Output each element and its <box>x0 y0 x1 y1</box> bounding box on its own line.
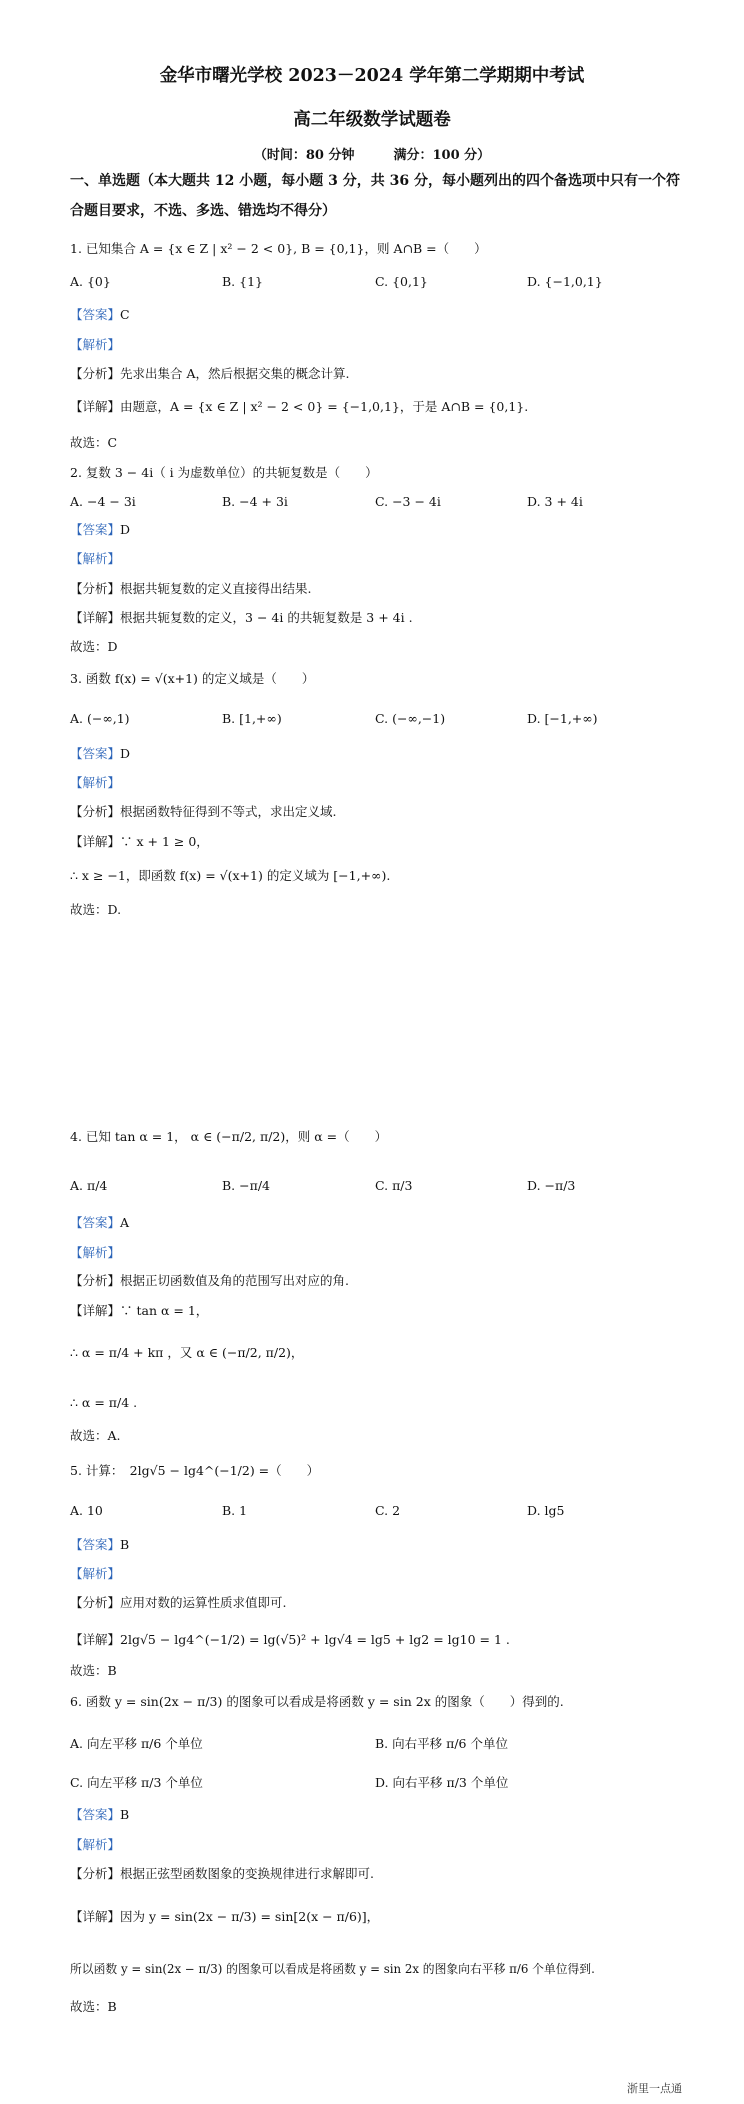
q3-analysis-title: 【解析】 <box>70 775 121 790</box>
answer-label: 【答案】 <box>70 1537 121 1552</box>
q5-detail-text: 2lg√5 − lg4^(−1/2) = lg(√5)² + lg√4 = lg5 + lg2 = lg10 = 1 . <box>120 1632 510 1647</box>
analysis-label: 【分析】 <box>70 1595 121 1610</box>
q4-analysis <box>70 1272 349 1290</box>
q1-answer-value: C <box>120 307 130 322</box>
q5-answer-value: B <box>120 1537 130 1552</box>
answer-label: 【答案】 <box>70 746 121 761</box>
q3-analysis-text: 根据函数特征得到不等式，求出定义域. <box>120 804 337 819</box>
q3-answer <box>70 745 130 763</box>
detail-label: 【详解】 <box>70 1909 121 1924</box>
q6-detail-2: 所以函数 y = sin(2x − π/3) 的图象可以看成是将函数 y = sin 2x 的图象向右平移 π/6 个单位得到. <box>70 1962 595 1976</box>
analysis-label: 【分析】 <box>70 1273 121 1288</box>
q1-stem: 1. 已知集合 A = {x ∈ Z | x² − 2 < 0}, B = {0,1}，则 A∩B =（ ） <box>70 241 487 256</box>
q3-conclusion: 故选：D. <box>70 902 122 917</box>
q5-option-b: B. 1 <box>222 1503 248 1518</box>
analysis-label: 【分析】 <box>70 366 121 381</box>
q3-detail <box>70 833 209 851</box>
q2-detail <box>70 609 413 627</box>
q2-stem: 2. 复数 3 − 4i（ i 为虚数单位）的共轭复数是（ ） <box>70 465 378 480</box>
q3-stem: 3. 函数 f(x) = √(x+1) 的定义域是（ ） <box>70 671 315 686</box>
q6-analysis-text: 根据正弦型函数图象的变换规律进行求解即可. <box>120 1866 374 1881</box>
q1-analysis-text: 先求出集合 A，然后根据交集的概念计算. <box>120 366 350 381</box>
answer-label: 【答案】 <box>70 307 121 322</box>
q2-answer-value: D <box>120 522 131 537</box>
q3-detail-text: ∵ x + 1 ≥ 0， <box>120 834 209 849</box>
answer-label: 【答案】 <box>70 1215 121 1230</box>
q6-detail <box>70 1908 379 1926</box>
q6-option-a: A. 向左平移 π/6 个单位 <box>70 1736 203 1751</box>
q1-answer <box>70 306 130 324</box>
analysis-label: 【分析】 <box>70 1866 121 1881</box>
q5-option-a: A. 10 <box>70 1503 103 1518</box>
q3-analysis <box>70 803 337 821</box>
q1-conclusion: 故选：C <box>70 435 118 450</box>
q2-answer <box>70 521 130 539</box>
footer-watermark: 浙里一点通 <box>627 2082 682 2095</box>
q4-detail-2: ∴ α = π/4 + kπ ，又 α ∈ (−π/2, π/2)， <box>70 1345 304 1360</box>
q6-conclusion: 故选：B <box>70 1999 117 2014</box>
q6-option-d: D. 向右平移 π/3 个单位 <box>375 1775 509 1790</box>
q2-detail-text: 根据共轭复数的定义，3 − 4i 的共轭复数是 3 + 4i . <box>120 610 413 625</box>
answer-label: 【答案】 <box>70 1807 121 1822</box>
detail-label: 【详解】 <box>70 834 121 849</box>
q4-option-d: D. −π/3 <box>527 1178 576 1193</box>
q4-answer-value: A <box>120 1215 130 1230</box>
q5-stem: 5. 计算： 2lg√5 − lg4^(−1/2) =（ ） <box>70 1463 320 1478</box>
q2-analysis <box>70 580 312 598</box>
q6-option-c: C. 向左平移 π/3 个单位 <box>70 1775 203 1790</box>
q3-answer-value: D <box>120 746 131 761</box>
q5-analysis-text: 应用对数的运算性质求值即可. <box>120 1595 287 1610</box>
q4-conclusion: 故选：A. <box>70 1428 121 1443</box>
q1-detail <box>70 398 528 416</box>
q1-option-c: C. {0,1} <box>375 274 428 289</box>
q4-stem: 4. 已知 tan α = 1， α ∈ (−π/2, π/2)，则 α =（ ） <box>70 1129 388 1144</box>
q4-option-a: A. π/4 <box>70 1178 108 1193</box>
q2-option-c: C. −3 − 4i <box>375 494 441 509</box>
q1-option-a: A. {0} <box>70 274 111 289</box>
analysis-label: 【分析】 <box>70 581 121 596</box>
q6-answer <box>70 1806 129 1824</box>
q5-answer <box>70 1536 129 1554</box>
q1-analysis <box>70 365 350 383</box>
q6-analysis <box>70 1865 374 1883</box>
q3-option-a: A. (−∞,1) <box>70 711 130 726</box>
q2-conclusion: 故选：D <box>70 639 118 654</box>
section-heading: 一、单选题（本大题共 12 小题，每小题 3 分，共 36 分，每小题列出的四个备选项中只有一个符合题目要求，不选、多选、错选均不得分） <box>70 173 680 219</box>
exam-title: 金华市曙光学校 2023－2024 学年第二学期期中考试 <box>159 66 585 86</box>
exam-subtitle: 高二年级数学试题卷 <box>293 110 451 130</box>
q5-option-c: C. 2 <box>375 1503 401 1518</box>
q4-detail-3: ∴ α = π/4 . <box>70 1395 138 1410</box>
q3-option-d: D. [−1,+∞) <box>527 711 598 726</box>
detail-label: 【详解】 <box>70 399 121 414</box>
analysis-label: 【分析】 <box>70 804 121 819</box>
q2-option-d: D. 3 + 4i <box>527 494 583 509</box>
q1-option-d: D. {−1,0,1} <box>527 274 603 289</box>
q1-detail-text: 由题意，A = {x ∈ Z | x² − 2 < 0} = {−1,0,1}，于是 A∩B = {0,1}. <box>120 399 529 414</box>
detail-label: 【详解】 <box>70 1303 121 1318</box>
q6-detail-text: 因为 y = sin(2x − π/3) = sin[2(x − π/6)]， <box>120 1909 380 1924</box>
q3-option-b: B. [1,+∞) <box>222 711 282 726</box>
q2-option-a: A. −4 − 3i <box>70 494 136 509</box>
q4-analysis-text: 根据正切函数值及角的范围写出对应的角. <box>120 1273 349 1288</box>
answer-label: 【答案】 <box>70 522 121 537</box>
q3-option-c: C. (−∞,−1) <box>375 711 446 726</box>
q2-analysis-title: 【解析】 <box>70 551 121 566</box>
q4-detail-text: ∵ tan α = 1， <box>120 1303 209 1318</box>
q5-detail <box>70 1631 510 1649</box>
q4-answer <box>70 1214 129 1232</box>
q5-option-d: D. lg5 <box>527 1503 565 1518</box>
q6-analysis-title: 【解析】 <box>70 1837 121 1852</box>
detail-label: 【详解】 <box>70 1632 121 1647</box>
q4-detail <box>70 1302 208 1320</box>
detail-label: 【详解】 <box>70 610 121 625</box>
q6-option-b: B. 向右平移 π/6 个单位 <box>375 1736 508 1751</box>
q2-analysis-text: 根据共轭复数的定义直接得出结果. <box>120 581 312 596</box>
q2-option-b: B. −4 + 3i <box>222 494 288 509</box>
q6-answer-value: B <box>120 1807 130 1822</box>
q5-conclusion: 故选：B <box>70 1663 117 1678</box>
q4-analysis-title: 【解析】 <box>70 1245 121 1260</box>
q5-analysis <box>70 1594 287 1612</box>
exam-info: （时间：80 分钟 满分：100 分） <box>253 148 491 163</box>
q4-option-b: B. −π/4 <box>222 1178 270 1193</box>
q3-detail-2: ∴ x ≥ −1，即函数 f(x) = √(x+1) 的定义域为 [−1,+∞). <box>70 868 391 883</box>
q6-stem: 6. 函数 y = sin(2x − π/3) 的图象可以看成是将函数 y = sin 2x 的图象（ ）得到的. <box>70 1694 564 1709</box>
q1-analysis-title: 【解析】 <box>70 337 121 352</box>
q5-analysis-title: 【解析】 <box>70 1566 121 1581</box>
q1-option-b: B. {1} <box>222 274 263 289</box>
q4-option-c: C. π/3 <box>375 1178 413 1193</box>
